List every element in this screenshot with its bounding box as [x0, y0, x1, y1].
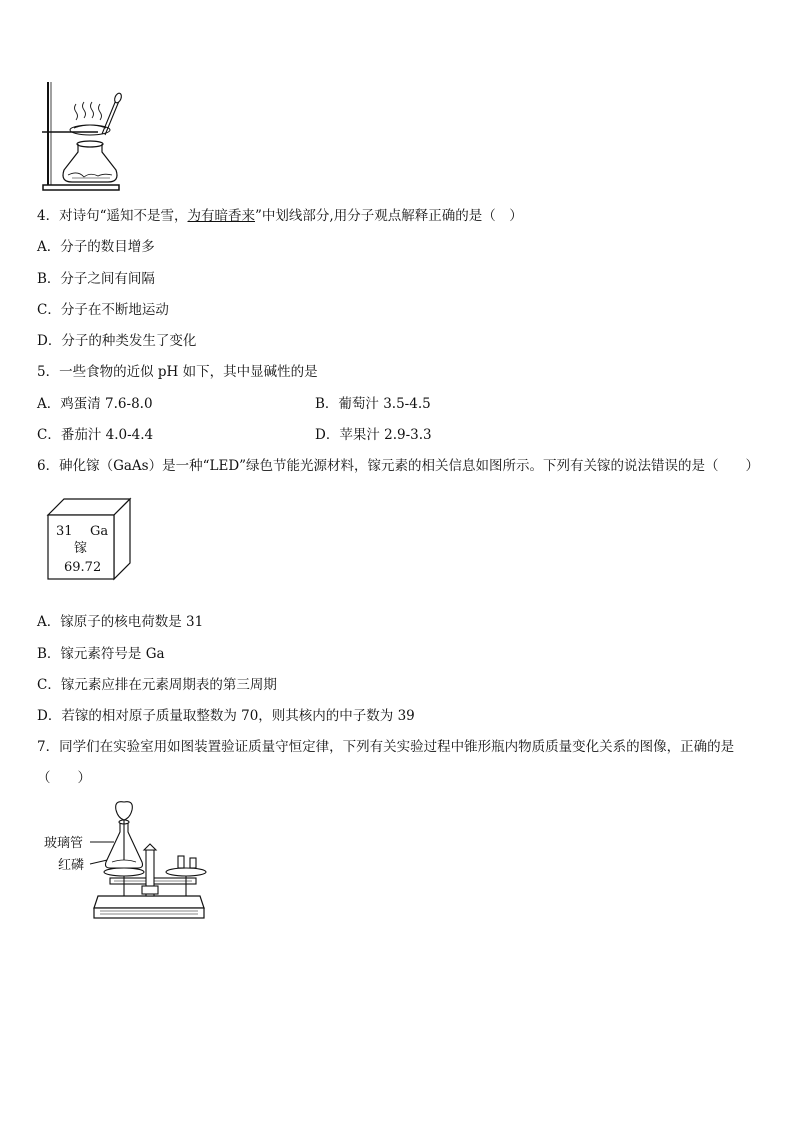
q6-option-d[interactable]: D．若镓的相对原子质量取整数为 70，则其核内的中子数为 39	[37, 708, 415, 724]
balance-apparatus-figure	[44, 800, 210, 924]
q5-option-d[interactable]: D．苹果汁 2.9-3.3	[315, 427, 432, 443]
q4-option-c[interactable]: C．分子在不断地运动	[37, 302, 169, 318]
conical-flask	[63, 141, 117, 182]
vapor-lines	[75, 102, 102, 120]
q6-option-b[interactable]: B．镓元素符号是 Ga	[37, 646, 165, 662]
q5-option-c[interactable]: C．番茄汁 4.0-4.4	[37, 427, 154, 443]
q6-option-c[interactable]: C．镓元素应排在元素周期表的第三周期	[37, 677, 277, 693]
element-atomic-mass: 69.72	[64, 560, 102, 575]
element-name: 镓	[74, 541, 88, 556]
label-glass-tube: 玻璃管	[44, 836, 84, 851]
heating-apparatus-figure	[38, 78, 122, 192]
label-red-phosphorus: 红磷	[58, 858, 85, 873]
element-symbol: Ga	[90, 524, 109, 539]
conical-flask-with-balloon	[106, 802, 143, 868]
q4-option-b[interactable]: B．分子之间有间隔	[37, 271, 155, 287]
q4-stem: 4．对诗句“遥知不是雪，为有暗香来”中划线部分,用分子观点解释正确的是（ ）	[37, 208, 523, 224]
q6-stem: 6．砷化镓（GaAs）是一种“LED”绿色节能光源材料，镓元素的相关信息如图所示。下列有关镓的说法错误的是（ ）	[37, 458, 760, 474]
balance-base	[94, 896, 204, 918]
dropper	[102, 92, 123, 135]
q6-option-a[interactable]: A．镓原子的核电荷数是 31	[37, 614, 204, 630]
q7-stem-line2: （ ）	[37, 770, 91, 786]
element-card-figure	[44, 495, 134, 583]
q5-option-b[interactable]: B．葡萄汁 3.5-4.5	[315, 396, 431, 412]
q5-option-a[interactable]: A．鸡蛋清 7.6-8.0	[37, 396, 153, 412]
q5-stem: 5．一些食物的近似 pH 如下，其中显碱性的是	[37, 364, 318, 380]
right-pan	[166, 856, 206, 896]
q4-option-d[interactable]: D．分子的种类发生了变化	[37, 333, 197, 349]
q4-option-a[interactable]: A．分子的数目增多	[37, 239, 155, 255]
element-atomic-number: 31	[56, 524, 73, 539]
q7-stem-line1: 7．同学们在实验室用如图装置验证质量守恒定律，下列有关实验过程中锥形瓶内物质质量变化关系的图像，正确的是	[37, 739, 735, 755]
q4-underlined-phrase: 为有暗香来	[187, 208, 255, 224]
